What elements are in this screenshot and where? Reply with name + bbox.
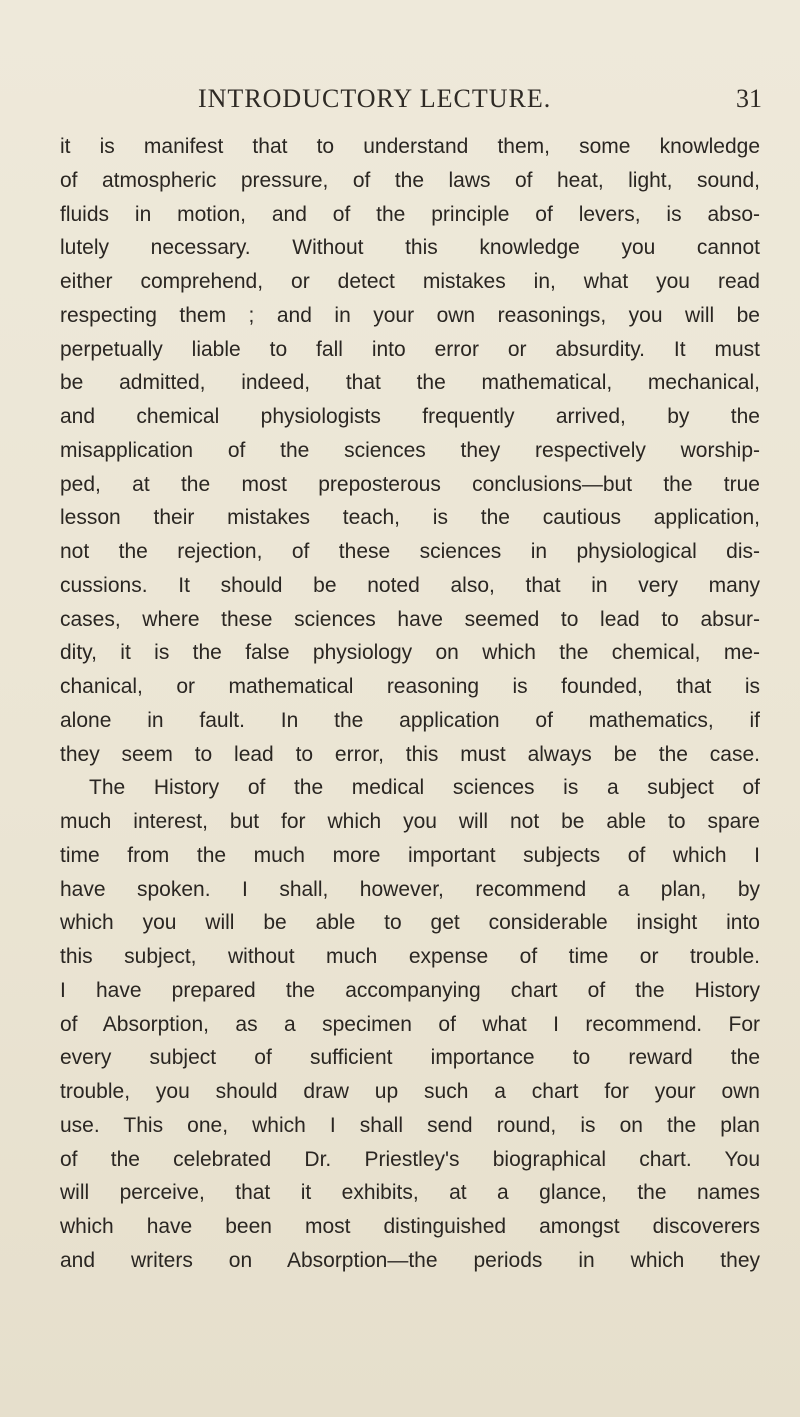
text-line: misapplication of the sciences they respectively worship- [60,438,760,462]
text-line: respecting them ; and in your own reasonings, you will be [60,303,760,327]
text-line: time from the much more important subjects of which I [60,843,760,867]
text-line: trouble, you should draw up such a chart for your own [60,1080,760,1103]
text-line: and chemical physiologists frequently arrived, by the [60,405,760,428]
text-line: have spoken. I shall, however, recommend a plan, by [60,877,760,901]
running-title: INTRODUCTORY LECTURE. [198,84,552,113]
text-line: be admitted, indeed, that the mathematical, mechanical, [60,371,760,395]
text-line: fluids in motion, and of the principle of levers, is abso- [60,202,760,226]
text-line: cases, where these sciences have seemed to lead to absur- [60,607,760,631]
text-line: either comprehend, or detect mistakes in, what you read [60,270,760,293]
text-line: ped, at the most preposterous conclusions—but the true [60,472,760,496]
text-line: much interest, but for which you will not be able to spare [60,810,760,833]
text-line: they seem to lead to error, this must always be the case. [60,742,760,766]
text-line: and writers on Absorption—the periods in which they [60,1248,760,1272]
text-line: lesson their mistakes teach, is the cautious application, [60,506,760,530]
text-line: dity, it is the false physiology on which the chemical, me- [60,641,760,665]
body-text [60,130,760,1278]
text-line: I have prepared the accompanying chart of the History [60,978,760,1002]
text-line: cussions. It should be noted also, that in very many [60,573,760,597]
text-line: of atmospheric pressure, of the laws of heat, light, sound, [60,168,760,192]
text-line: this subject, without much expense of time or trouble. [60,945,760,968]
text-line: lutely necessary. Without this knowledge you cannot [60,236,760,260]
text-line: it is manifest that to understand them, some knowledge [60,135,760,158]
text-line: perpetually liable to fall into error or absurdity. It must [60,337,760,361]
text-line: will perceive, that it exhibits, at a glance, the names [60,1181,760,1205]
text-line: The History of the medical sciences is a subject of [89,776,760,800]
text-line: every subject of sufficient importance to reward the [60,1046,760,1070]
page-number: 31 [736,84,762,113]
text-line: which you will be able to get considerable insight into [60,911,760,935]
text-line: of the celebrated Dr. Priestley's biographical chart. You [60,1147,760,1171]
text-line: not the rejection, of these sciences in physiological dis- [60,540,760,563]
text-line: which have been most distinguished amongst discoverers [60,1215,760,1238]
running-header [0,84,800,124]
text-line: of Absorption, as a specimen of what I recommend. For [60,1012,760,1036]
text-line: chanical, or mathematical reasoning is founded, that is [60,675,760,698]
text-line: use. This one, which I shall send round, is on the plan [60,1113,760,1137]
text-line: alone in fault. In the application of mathematics, if [60,708,760,732]
